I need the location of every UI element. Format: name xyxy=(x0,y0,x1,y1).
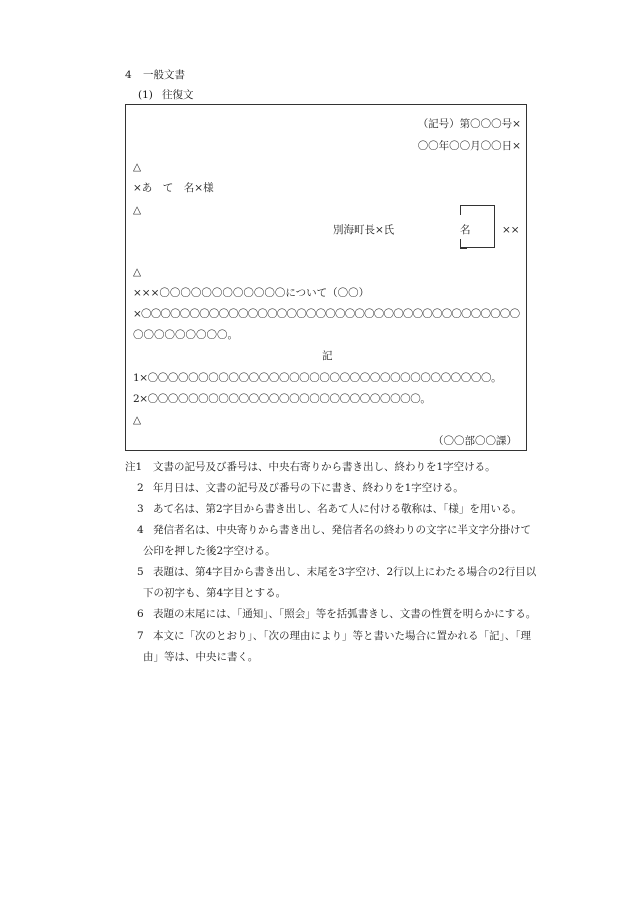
subsection-number: (1) xyxy=(138,89,153,101)
note-text: 発信者名は、中央寄りから書き出し、発信者名の終わりの文字に半文字分掛けて xyxy=(153,524,531,536)
note-number: 2 xyxy=(137,482,144,494)
note-text: 年月日は、文書の記号及び番号の下に書き、終わりを1字空ける。 xyxy=(153,482,464,494)
seal-bracket-bottom xyxy=(460,239,467,249)
sender-name: 別海町長×氏 xyxy=(333,224,395,236)
department-line: （〇〇部〇〇課） xyxy=(433,435,517,447)
note-number: 3 xyxy=(137,503,144,515)
ki-heading: 記 xyxy=(322,350,333,362)
note-number: 7 xyxy=(137,630,144,642)
subject-line: ×××〇〇〇〇〇〇〇〇〇〇〇〇について（〇〇） xyxy=(133,287,370,299)
space-mark: △ xyxy=(133,161,142,173)
seal-label: 名 xyxy=(460,224,471,236)
note-number: 注1 xyxy=(125,461,143,473)
seal-trailing: ×× xyxy=(502,224,520,236)
section-title: 一般文書 xyxy=(143,69,185,81)
list-item: 2×〇〇〇〇〇〇〇〇〇〇〇〇〇〇〇〇〇〇〇〇〇〇〇〇〇〇〇。 xyxy=(133,393,431,405)
document-code: （記号）第〇〇〇号× xyxy=(417,118,521,130)
note-number: 6 xyxy=(137,608,144,620)
space-mark: △ xyxy=(133,266,142,278)
note-continuation: 下の初字も、第4字目とする。 xyxy=(143,587,287,599)
note-text: 本文に「次のとおり」、「次の理由により」等と書いた場合に置かれる「記」、「理 xyxy=(153,630,531,642)
list-item: 1×〇〇〇〇〇〇〇〇〇〇〇〇〇〇〇〇〇〇〇〇〇〇〇〇〇〇〇〇〇〇〇〇〇〇。 xyxy=(133,372,502,384)
subsection-title: 往復文 xyxy=(162,89,194,101)
space-mark: △ xyxy=(133,414,142,426)
body-line: ×〇〇〇〇〇〇〇〇〇〇〇〇〇〇〇〇〇〇〇〇〇〇〇〇〇〇〇〇〇〇〇〇〇〇〇〇〇〇〇 xyxy=(133,308,520,320)
note-number: 4 xyxy=(137,524,144,536)
body-line: 〇〇〇〇〇〇〇〇〇。 xyxy=(133,329,238,341)
seal-bracket-top xyxy=(460,205,467,215)
note-number: 5 xyxy=(137,566,144,578)
note-continuation: 由」等は、中央に書く。 xyxy=(143,651,259,663)
space-mark: △ xyxy=(133,204,142,216)
document-date: 〇〇年〇〇月〇〇日× xyxy=(417,140,521,152)
note-text: あて名は、第2字目から書き出し、名あて人に付ける敬称は、「様」を用いる。 xyxy=(153,503,522,515)
note-text: 表題の末尾には、「通知」、「照会」等を括弧書きし、文書の性質を明らかにする。 xyxy=(153,608,537,620)
section-number: 4 xyxy=(125,69,132,81)
note-text: 文書の記号及び番号は、中央右寄りから書き出し、終わりを1字空ける。 xyxy=(153,461,496,473)
note-text: 表題は、第4字目から書き出し、末尾を3字空け、2行以上にわたる場合の2行目以 xyxy=(153,566,537,578)
addressee: ×あ て 名×様 xyxy=(133,182,214,194)
note-continuation: 公印を押した後2字空ける。 xyxy=(143,545,276,557)
